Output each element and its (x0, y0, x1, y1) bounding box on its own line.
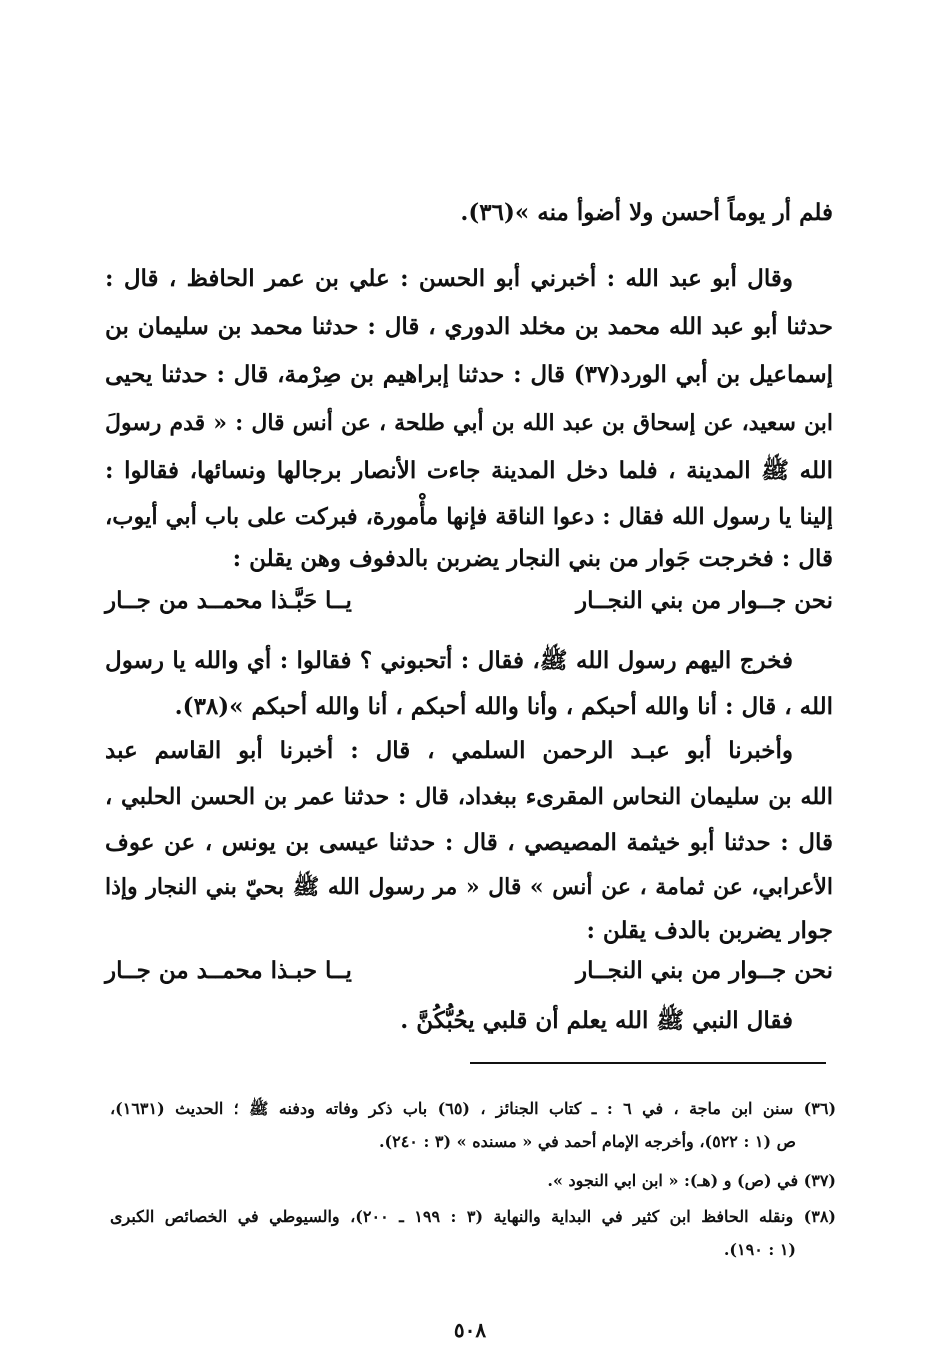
verse-2-hemistich-1: نحن جــوار من بني النجــار (576, 957, 833, 984)
text-line-9: فخرج اليهم رسول الله ﷺ، فقال : أتحبوني ؟ فقالوا : أي والله يا رسول (105, 647, 793, 674)
footnote-36-line-2: ص (١ : ٥٢٢)، وأخرجه الإمام أحمد في « مسنده » (٣ : ٢٤٠). (378, 1132, 796, 1151)
text-line-8: قال : فخرجت جَوار من بني النجار يضربن بالدفوف وهن يقلن : (232, 545, 833, 572)
footnote-37: (٣٧) في (ص) و (هـ): « ابن ابي النجود ». (547, 1171, 836, 1190)
footnote-36-line-1: (٣٦) سنن ابن ماجة ، في ٦ : ـ كتاب الجنائز ، (٦٥) باب ذكر وفاته ودفنه ﷺ ؛ الحديث (١٦٣١)، (110, 1099, 837, 1118)
text-line-4: إسماعيل بن أبي الورد(٣٧) قال : حدثنا إبراهيم بن صِرْمة، قال : حدثنا يحيى (105, 361, 833, 388)
verse-1-hemistich-2: يــا حَبَّـذا محمــد من جــار (105, 587, 352, 614)
text-line-5: ابن سعيد، عن إسحاق بن عبد الله بن أبي طلحة ، عن أنس قال : « قدم رسولَ (105, 410, 833, 436)
verse-1-hemistich-1: نحن جــوار من بني النجــار (576, 587, 833, 614)
footnote-38-line-1: (٣٨) ونقله الحافظ ابن كثير في البداية والنهاية (٣ : ١٩٩ ـ ٢٠٠)، والسيوطي في الخصائص الكبرى (110, 1207, 836, 1226)
text-line-3: حدثنا أبو عبد الله محمد بن مخلد الدوري ، قال : حدثنا محمد بن سليمان بن (105, 313, 833, 340)
text-line-1: فلم أر يوماً أحسن ولا أضوأ منه »(٣٦). (460, 199, 833, 226)
page-number: ٥٠٨ (453, 1318, 487, 1342)
text-line-13: قال : حدثنا أبو خيثمة المصيصي ، قال : حدثنا عيسى بن يونس ، عن عوف (105, 829, 833, 856)
text-line-10: الله ، قال : أنا والله أحبكم ، وأنا والله أحبكم ، أنا والله أحبكم »(٣٨). (174, 693, 833, 720)
footnote-separator (470, 1062, 826, 1064)
text-line-14: الأعرابي، عن ثمامة ، عن أنس » قال « مر رسول الله ﷺ بحيّ بني النجار وإذا (105, 874, 833, 900)
footnote-38-line-2: (١ : ١٩٠). (723, 1240, 796, 1259)
text-line-7: إلينا يا رسول الله فقال : دعوا الناقة فإنها مأْمورة، فبركت على باب أبي أيوب، (105, 504, 833, 530)
text-line-12: الله بن سليمان النحاس المقرىء ببغداد، قال : حدثنا عمر بن الحسن الحلبي ، (105, 784, 833, 810)
text-line-2: وقال أبو عبد الله : أخبرني أبو الحسن : علي بن عمر الحافظ ، قال : (105, 265, 793, 292)
text-line-16: فقال النبي ﷺ الله يعلم أن قلبي يحُبُّكُنَّ . (400, 1007, 793, 1034)
verse-2-hemistich-2: يــا حبـذا محمــد من جــار (105, 957, 352, 984)
text-line-15: جوار يضربن بالدف يقلن : (586, 917, 833, 944)
text-line-11: وأخبرنا أبو عبـد الرحمن السلمي ، قال : أخبرنا أبو القاسم عبد (105, 737, 793, 764)
text-line-6: الله ﷺ المدينة ، فلما دخل المدينة جاءت الأنصار برجالها ونسائها، فقالوا : (105, 457, 833, 484)
